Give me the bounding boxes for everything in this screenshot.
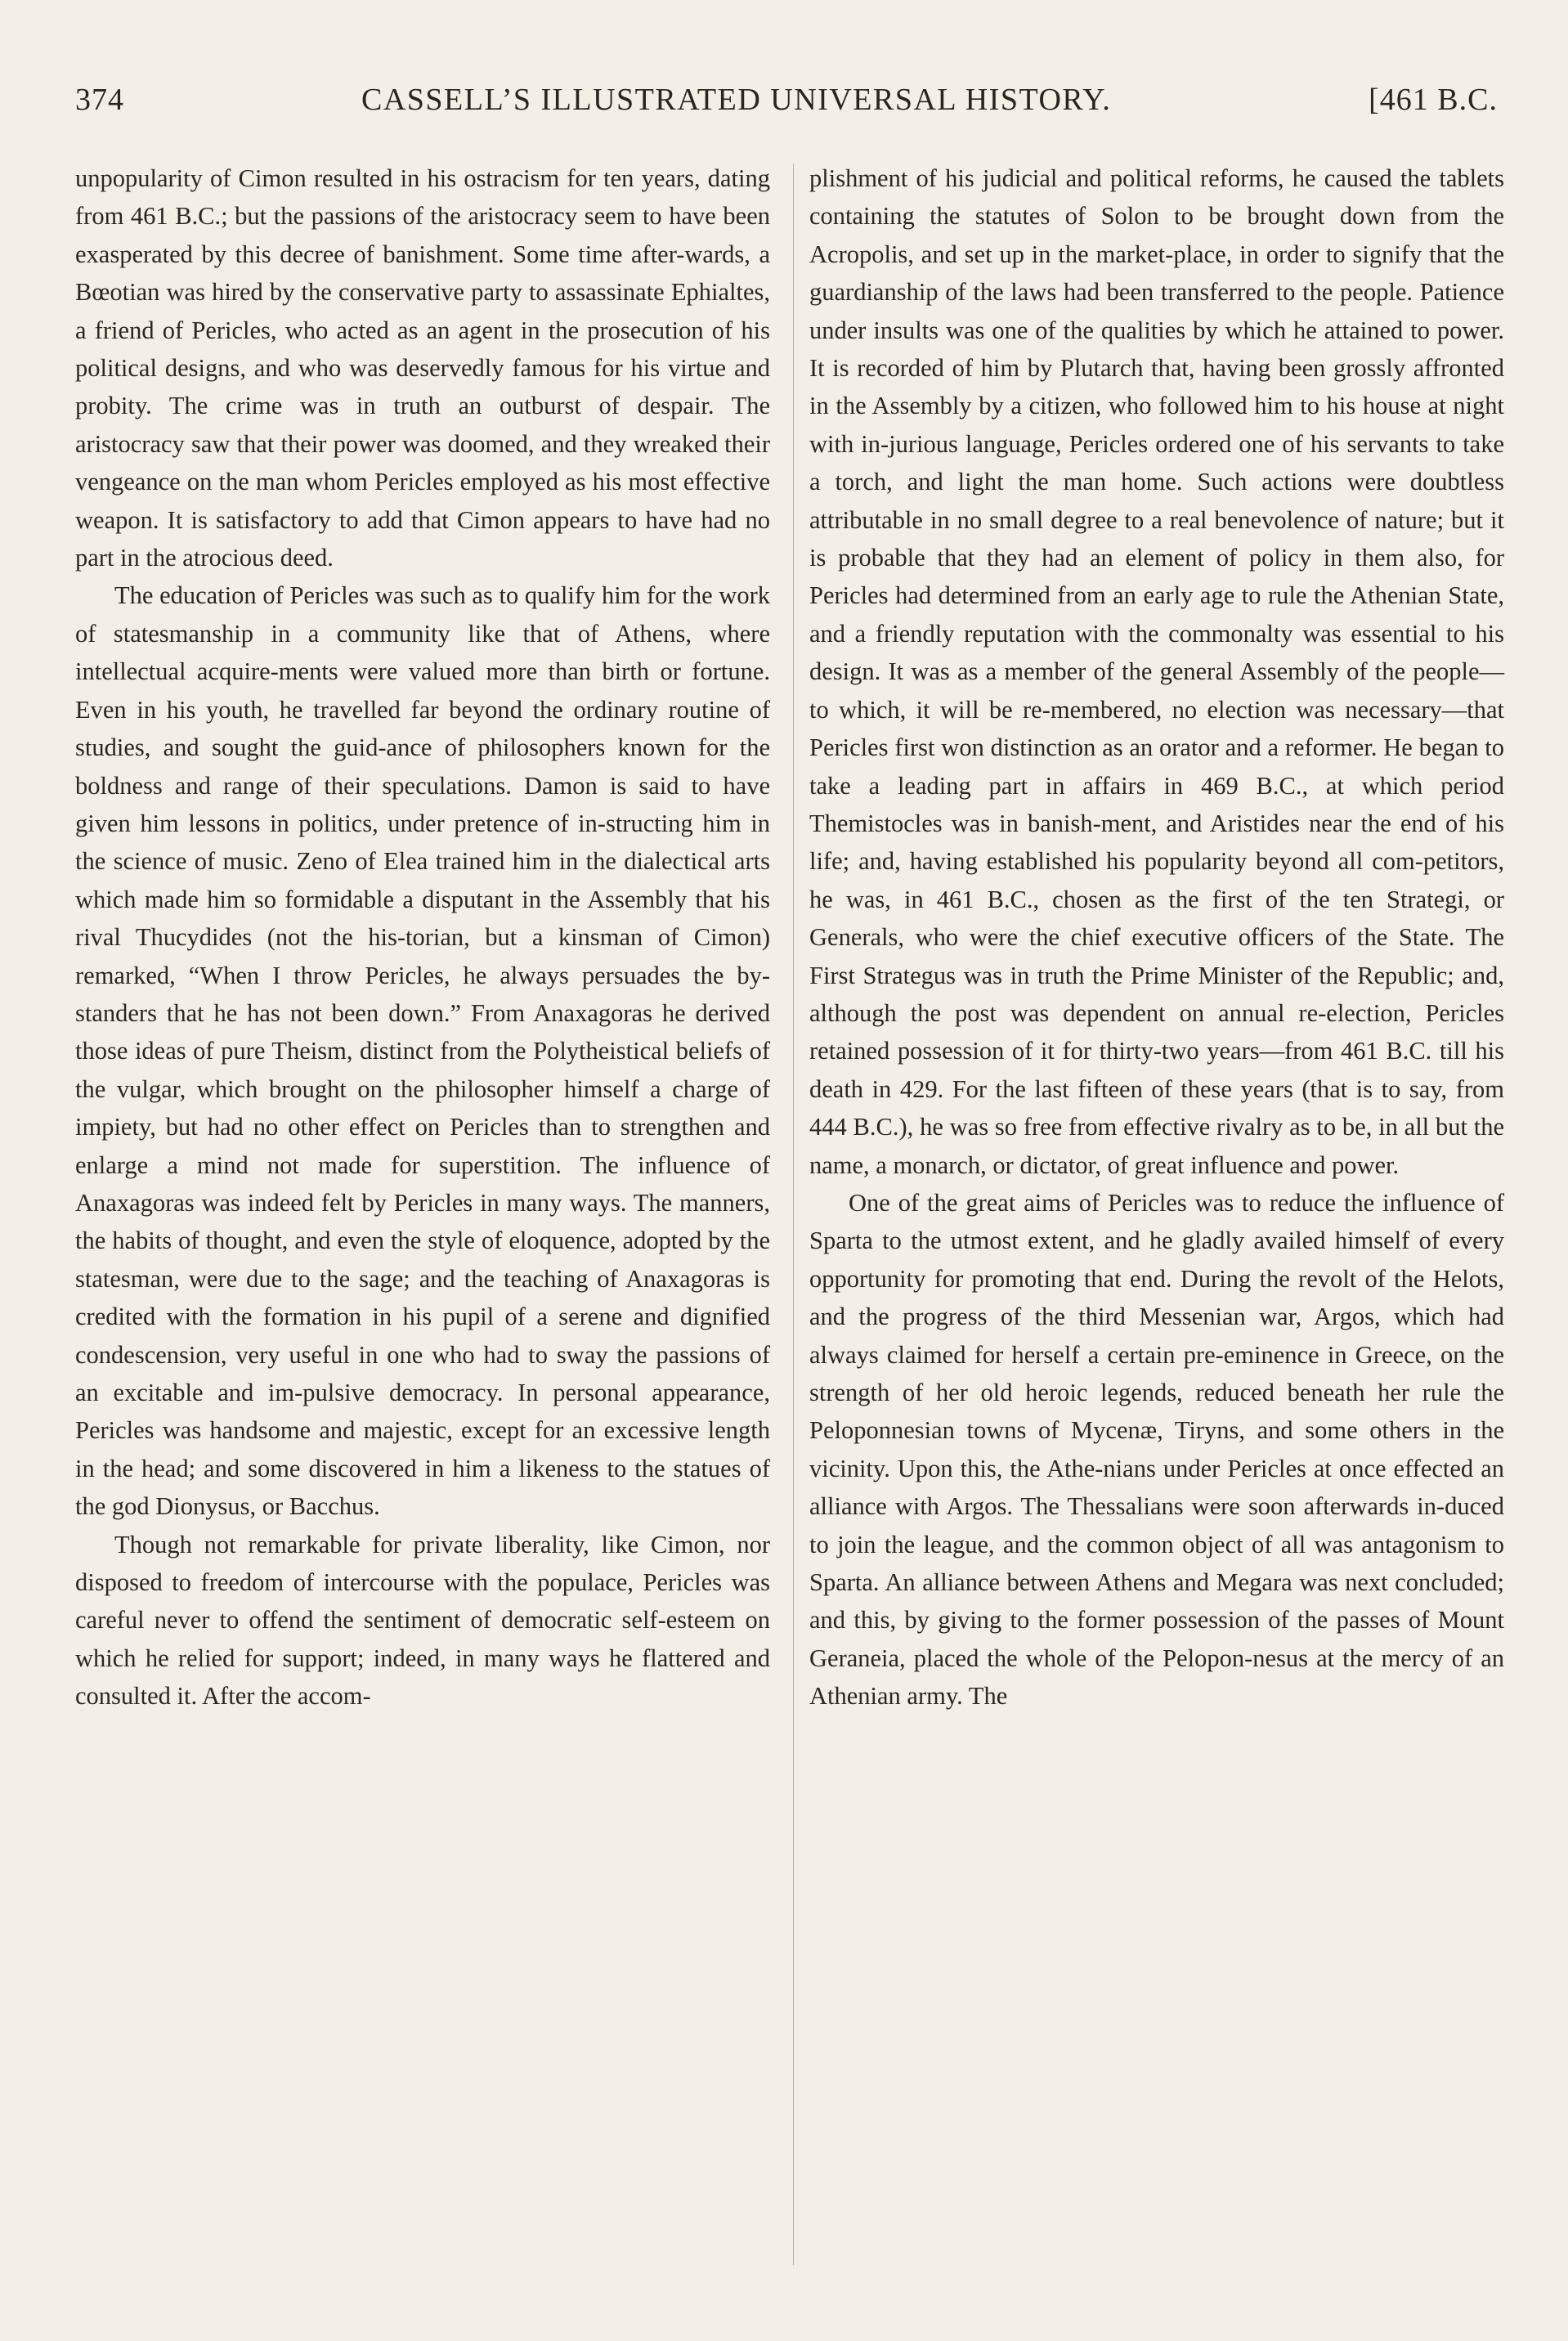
right-paragraph-1: plishment of his judicial and political reforms, he caused the tablets containing the statutes of Solon to be brought down from the Acropolis, and set up in the market-place, in order to signify that the guardianship of the laws had been transferred to the people. Patience under insults was one of the qualities by which he attained to power. It is recorded of him by Plutarch that, having been grossly affronted in the Assembly by a citizen, who followed him to his house at night with in-jurious language, Pericles ordered one of his servants to take a torch, and light the man home. Such actions were doubtless attributable in no small degree to a real benevolence of nature; but it is probable that they had an element of policy in them also, for Pericles had determined from an early age to rule the Athenian State, and a friendly reputation with the commonalty was essential to his design. It was as a member of the general Assembly of the people—to which, it will be re-membered, no election was necessary—that Pericles first won distinction as an orator and a reformer. He began to take a leading part in affairs in 469 B.C., at which period Themistocles was in banish-ment, and Aristides near the end of his life; and, having established his popularity beyond all com-petitors, he was, in 461 B.C., chosen as the first of the ten Strategi, or Generals, who were the chief executive officers of the State. The First Strategus was in truth the Prime Minister of the Republic; and, although the post was dependent on annual re-election, Pericles retained possession of it for thirty-two years—from 461 B.C. till his death in 429. For the last fifteen of these years (that is to say, from 444 B.C.), he was so free from effective rivalry as to be, in all but the name, a monarch, or dictator, of great influence and power. (809, 164, 1504, 1179)
left-column (75, 159, 770, 1715)
left-paragraph-3: Though not remarkable for private liberality, like Cimon, nor disposed to freedom of intercourse with the populace, Pericles was careful never to offend the sentiment of democratic self-esteem on which he relied for support; indeed, in many ways he flattered and consulted it. After the accom- (75, 1530, 770, 1711)
page-number: 374 (75, 83, 124, 117)
left-paragraph-2: The education of Pericles was such as to qualify him for the work of statesmanship in a community like that of Athens, where intellectual acquire-ments were valued more than birth or fortune. Even in his youth, he travelled far beyond the ordinary routine of studies, and sought the guid-ance of philosophers known for the boldness and range of their speculations. Damon is said to have given him lessons in politics, under pretence of in-structing him in the science of music. Zeno of Elea trained him in the dialectical arts which made him so formidable a disputant in the Assembly that his rival Thucydides (not the his-torian, but a kinsman of Cimon) remarked, “When I throw Pericles, he always persuades the by-standers that he has not been down.” From Anaxagoras he derived those ideas of pure Theism, distinct from the Polytheistical beliefs of the vulgar, which brought on the philosopher himself a charge of impiety, but had no other effect on Pericles than to strengthen and enlarge a mind not made for superstition. The influence of Anaxagoras was indeed felt by Pericles in many ways. The manners, the habits of thought, and even the style of eloquence, adopted by the statesman, were due to the sage; and the teaching of Anaxagoras is credited with the formation in his pupil of a serene and dignified condescension, very useful in one who had to sway the passions of an excitable and im-pulsive democracy. In personal appearance, Pericles was handsome and majestic, except for an excessive length in the head; and some discovered in him a likeness to the statues of the god Dionysus, or Bacchus. (75, 581, 770, 1521)
left-paragraph-1: unpopularity of Cimon resulted in his ostracism for ten years, dating from 461 B.C.; but the passions of the aristocracy seem to have been exasperated by this decree of banishment. Some time after-wards, a Bœotian was hired by the conservative party to assassinate Ephialtes, a friend of Pericles, who acted as an agent in the prosecution of his political designs, and who was deservedly famous for his virtue and probity. The crime was in truth an outburst of despair. The aristocracy saw that their power was doomed, and they wreaked their vengeance on the man whom Pericles employed as his most effective weapon. It is satisfactory to add that Cimon appears to have had no part in the atrocious deed. (75, 164, 770, 572)
right-paragraph-2: One of the great aims of Pericles was to reduce the influence of Sparta to the utmost extent, and he gladly availed himself of every opportunity for promoting that end. During the revolt of the Helots, and the progress of the third Messenian war, Argos, which had always claimed for herself a certain pre-eminence in Greece, on the strength of her old heroic legends, reduced beneath her rule the Peloponnesian towns of Mycenæ, Tiryns, and some others in the vicinity. Upon this, the Athe-nians under Pericles at once effected an alliance with Argos. The Thessalians were soon afterwards in-duced to join the league, and the common object of all was antagonism to Sparta. An alliance between Athens and Megara was next concluded; and this, by giving to the former possession of the passes of Mount Geraneia, placed the whole of the Pelopon-nesus at the mercy of an Athenian army. The (809, 1188, 1504, 1711)
right-column (809, 159, 1504, 1715)
date-marker: [461 B.C. (1369, 83, 1498, 117)
running-title: CASSELL’S ILLUSTRATED UNIVERSAL HISTORY. (361, 83, 1112, 117)
column-divider (793, 164, 794, 2265)
page-header (75, 82, 1498, 131)
